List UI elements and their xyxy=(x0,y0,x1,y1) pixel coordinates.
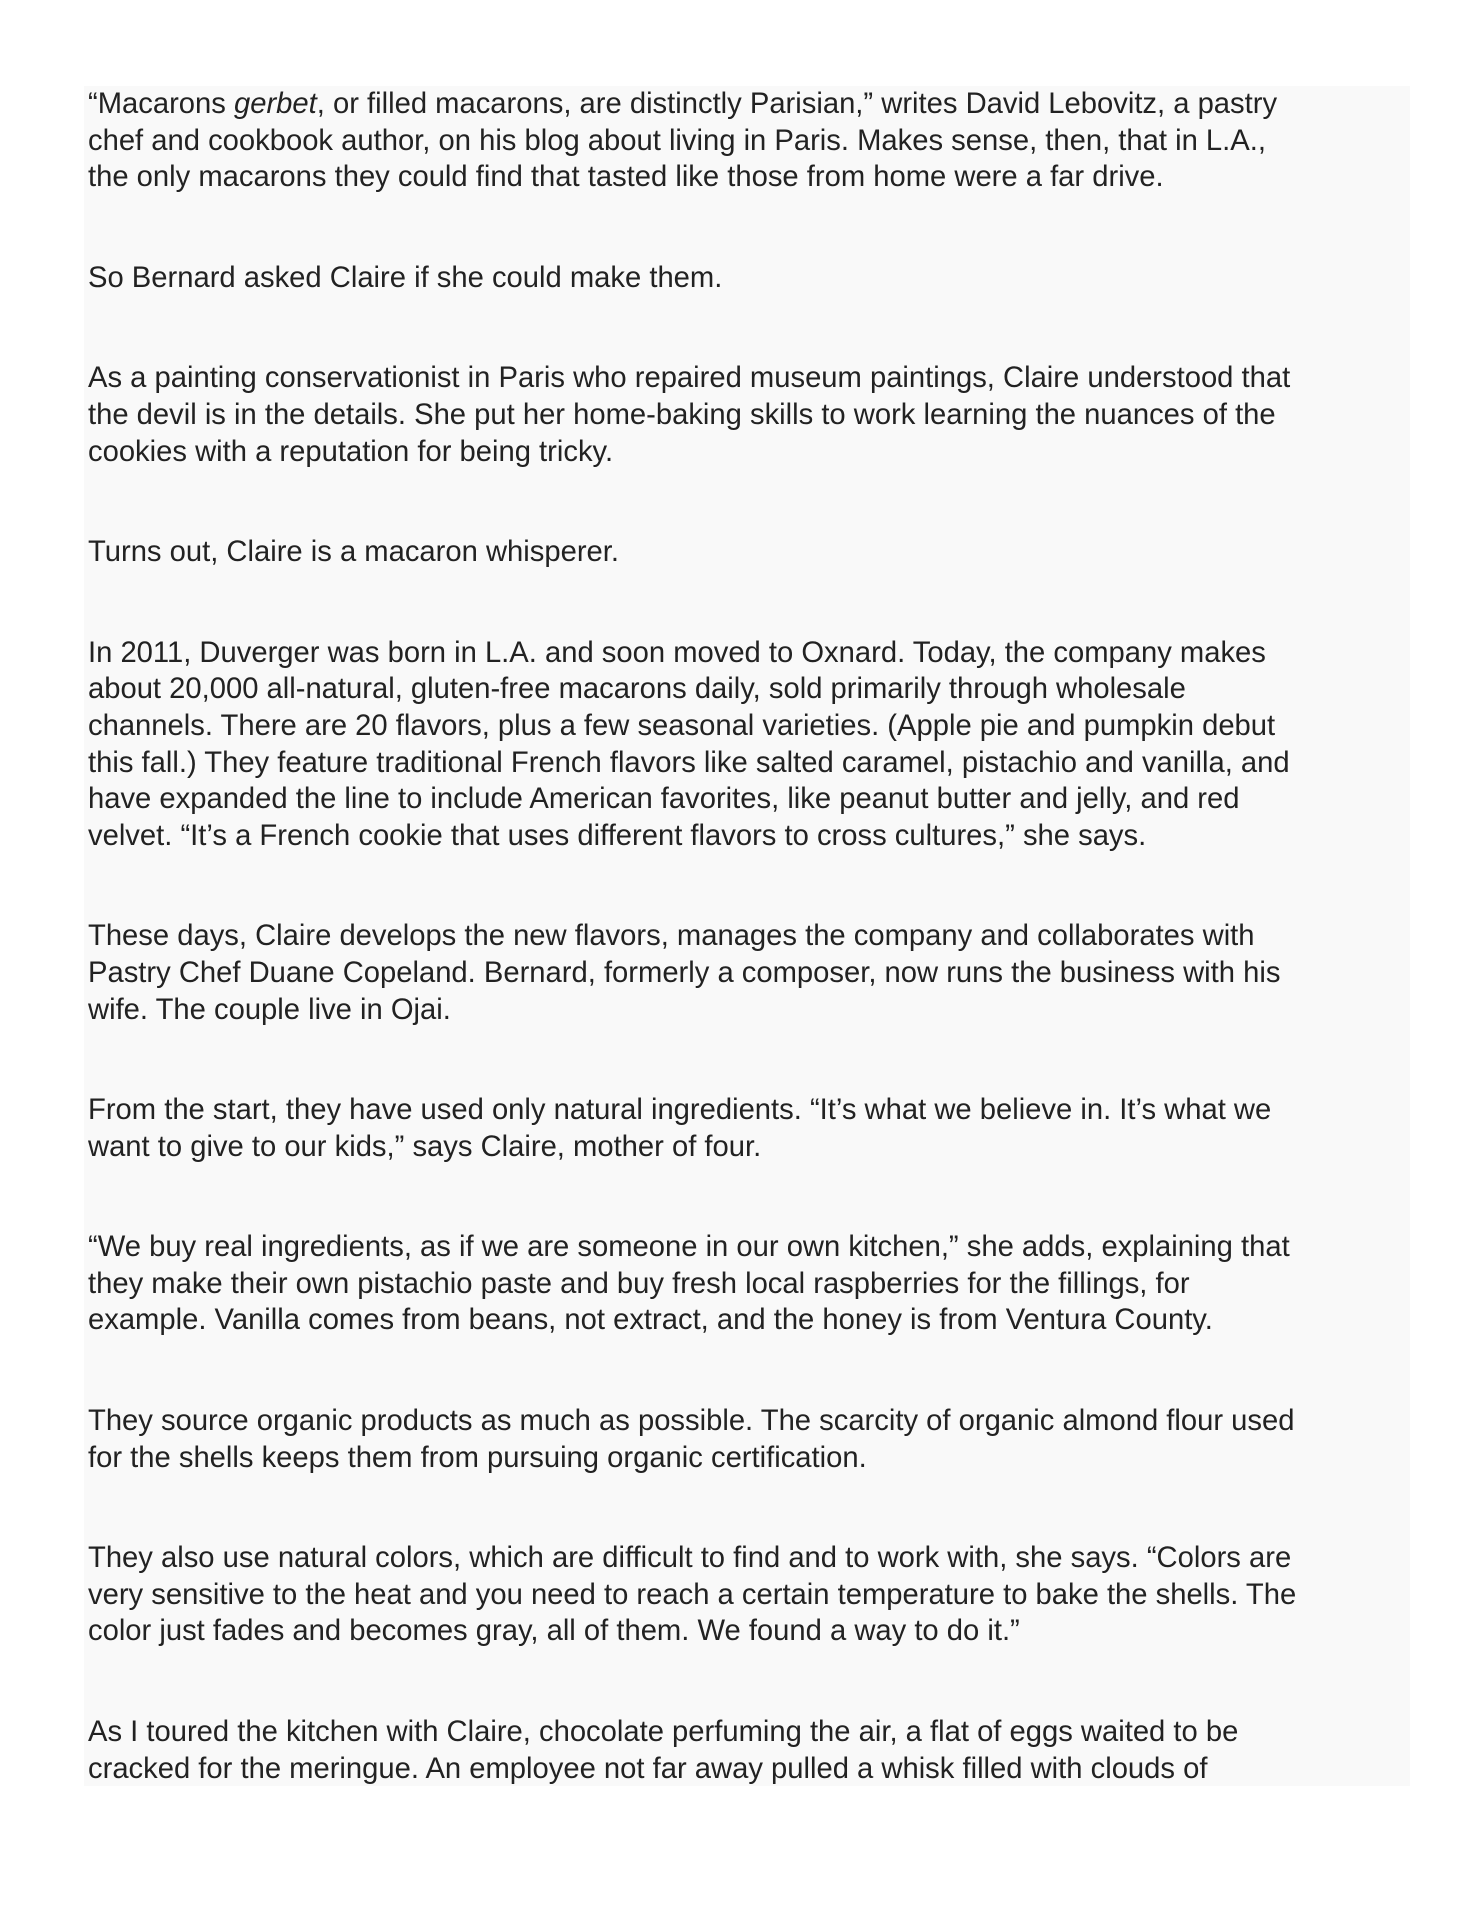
paragraph-line: have expanded the line to include American favorites, like peanut butter and jelly, and red xyxy=(88,783,1240,816)
paragraph-line: chef and cookbook author, on his blog about living in Paris. Makes sense, then, that in L.A., xyxy=(88,124,1266,157)
text-run: “Macarons xyxy=(88,88,234,120)
paragraph-line: Turns out, Claire is a macaron whisperer. xyxy=(88,536,619,569)
paragraph-line: Pastry Chef Duane Copeland. Bernard, formerly a composer, now runs the business with his xyxy=(88,956,1281,989)
paragraph-line: So Bernard asked Claire if she could make them. xyxy=(88,261,723,294)
paragraph-line: example. Vanilla comes from beans, not extract, and the honey is from Ventura County. xyxy=(88,1304,1213,1337)
italic-term: gerbet xyxy=(233,88,317,120)
paragraph-5 xyxy=(88,635,1410,855)
paragraph-line: very sensitive to the heat and you need to reach a certain temperature to bake the shells. The xyxy=(88,1578,1297,1611)
paragraph-4 xyxy=(88,534,1410,571)
paragraph-1 xyxy=(88,86,1410,196)
paragraph-line: color just fades and becomes gray, all of them. We found a way to do it.” xyxy=(88,1615,1020,1648)
paragraph-line: They source organic products as much as possible. The scarcity of organic almond flour used xyxy=(88,1405,1295,1438)
paragraph-line: As I toured the kitchen with Claire, chocolate perfuming the air, a flat of eggs waited to be xyxy=(88,1716,1239,1749)
paragraph-2 xyxy=(88,260,1410,297)
paragraph-6 xyxy=(88,918,1410,1028)
paragraph-line: they make their own pistachio paste and buy fresh local raspberries for the fillings, for xyxy=(88,1267,1190,1300)
paragraph-line: about 20,000 all-natural, gluten-free macarons daily, sold primarily through wholesale xyxy=(88,673,1186,706)
document-page xyxy=(84,86,1410,1786)
paragraph-line: cracked for the meringue. An employee not far away pulled a whisk filled with clouds of xyxy=(88,1752,1208,1785)
paragraph-line: for the shells keeps them from pursuing organic certification. xyxy=(88,1441,867,1474)
paragraph-10 xyxy=(88,1540,1410,1650)
paragraph-9 xyxy=(88,1403,1410,1476)
paragraph-7 xyxy=(88,1092,1410,1165)
paragraph-line: In 2011, Duverger was born in L.A. and soon moved to Oxnard. Today, the company makes xyxy=(88,636,1266,669)
paragraph-3 xyxy=(88,360,1410,470)
paragraph-line: From the start, they have used only natural ingredients. “It’s what we believe in. It’s what we xyxy=(88,1094,1272,1127)
paragraph-line: channels. There are 20 flavors, plus a few seasonal varieties. (Apple pie and pumpkin debut xyxy=(88,709,1276,742)
paragraph-line: this fall.) They feature traditional French flavors like salted caramel, pistachio and vanilla, and xyxy=(88,746,1290,779)
paragraph-line: As a painting conservationist in Paris who repaired museum paintings, Claire understood that xyxy=(88,362,1291,395)
paragraph-8 xyxy=(88,1229,1410,1339)
paragraph-line: These days, Claire develops the new flavors, manages the company and collaborates with xyxy=(88,920,1255,953)
paragraph-line xyxy=(88,86,1410,123)
article-body xyxy=(84,86,1410,1786)
paragraph-line: the devil is in the details. She put her home-baking skills to work learning the nuances of the xyxy=(88,398,1276,431)
paragraph-line: “We buy real ingredients, as if we are someone in our own kitchen,” she adds, explaining that xyxy=(88,1231,1290,1264)
paragraph-line: the only macarons they could find that tasted like those from home were a far drive. xyxy=(88,161,1164,194)
paragraph-line: wife. The couple live in Ojai. xyxy=(88,993,451,1026)
paragraph-line: want to give to our kids,” says Claire, mother of four. xyxy=(88,1130,762,1163)
paragraph-11 xyxy=(88,1714,1410,1786)
paragraph-line: They also use natural colors, which are difficult to find and to work with, she says. “Colors are xyxy=(88,1542,1292,1575)
paragraph-line: velvet. “It’s a French cookie that uses different flavors to cross cultures,” she says. xyxy=(88,819,1147,852)
paragraph-line: cookies with a reputation for being tricky. xyxy=(88,435,614,468)
text-run: , or filled macarons, are distinctly Parisian,” writes David Lebovitz, a pastry xyxy=(316,88,1278,120)
